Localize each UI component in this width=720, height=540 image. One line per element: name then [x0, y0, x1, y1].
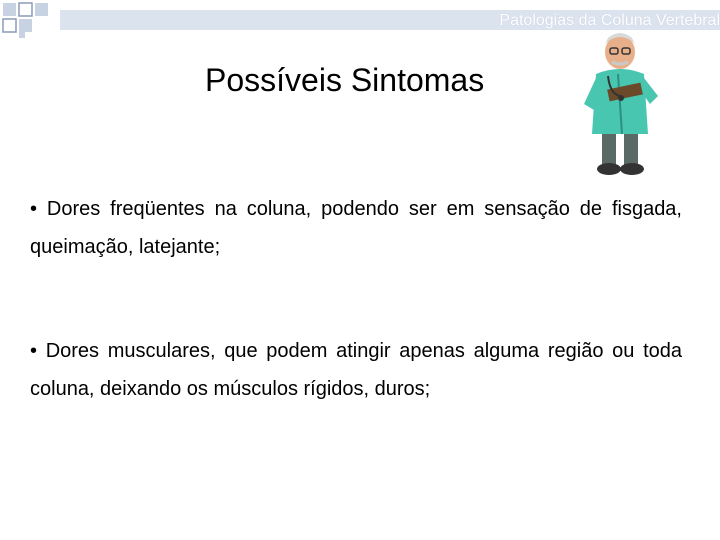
- corner-squares-decoration: [0, 0, 60, 40]
- doctor-illustration: [572, 26, 672, 178]
- header-title: Patologias da Coluna Vertebral: [499, 12, 720, 29]
- slide-title: Possíveis Sintomas: [205, 62, 485, 98]
- bullet-symptom-2: • Dores musculares, que podem atingir apenas alguma região ou toda coluna, deixando os músculos rígidos, duros;: [30, 340, 682, 400]
- bullet-symptom-1: • Dores freqüentes na coluna, podendo ser em sensação de fisgada, queimação, latejante;: [30, 198, 682, 258]
